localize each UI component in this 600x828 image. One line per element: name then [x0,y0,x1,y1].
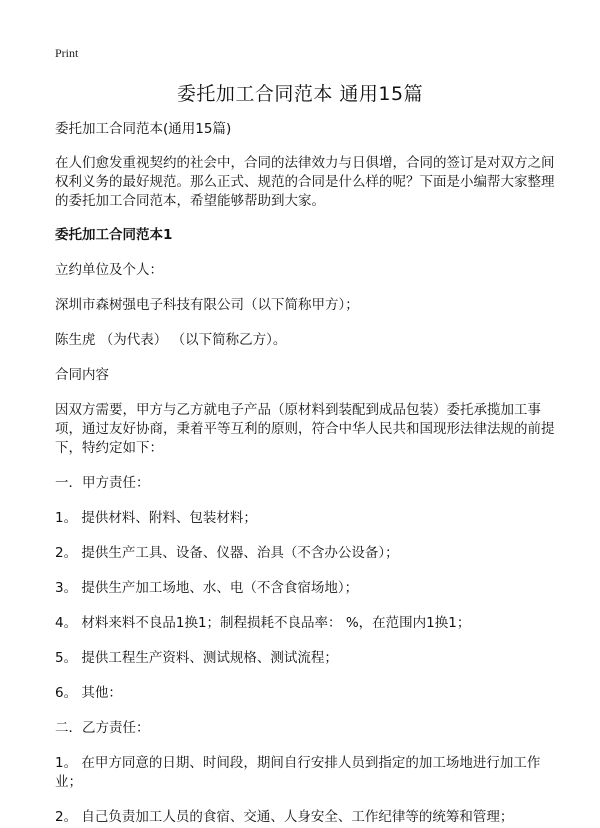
section-heading: 委托加工合同范本1 [55,227,173,243]
list-item: 1。 在甲方同意的日期、时间段，期间自行安排人员到指定的加工场地进行加工作业； [55,755,541,790]
document-body [55,120,555,827]
list-item: 1。 提供材料、附料、包装材料； [55,510,257,526]
contract-preamble: 因双方需要，甲方与乙方就电子产品（原材料到装配到成品包装）委托承揽加工事项，通过友好协商，秉着平等互利的原则，符合中华人民共和国现形法律法规的前提下，特约定如下： [55,402,555,456]
party-a: 深圳市森树强电子科技有限公司（以下简称甲方）； [55,297,359,313]
parties-label: 立约单位及个人： [55,262,163,278]
party-b-duties-heading: 二．乙方责任： [55,720,150,736]
party-a-duties-heading: 一．甲方责任： [55,475,150,491]
list-item: 3。 提供生产加工场地、水、电（不含食宿场地）； [55,580,359,596]
list-item: 5。 提供工程生产资料、测试规格、测试流程； [55,650,338,666]
list-item: 2。 自己负责加工人员的食宿、交通、人身安全、工作纪律等的统筹和管理； [55,809,514,825]
document-title: 委托加工合同范本 通用15篇 [176,83,424,105]
party-b: 陈生虎 （为代表） （以下简称乙方）。 [55,332,287,348]
list-item: 2。 提供生产工具、设备、仪器、治具（不含办公设备）； [55,545,399,561]
contract-content-label: 合同内容 [55,367,109,383]
print-label: Print [55,46,79,60]
list-item: 4。 材料来料不良品1换1；制程损耗不良品率： %，在范围内1换1； [55,615,471,631]
list-item: 6。 其他： [55,685,122,701]
intro-paragraph: 在人们愈发重视契约的社会中，合同的法律效力与日俱增，合同的签订是对双方之间权利义务的最好规范。那么正式、规范的合同是什么样的呢？下面是小编帮大家整理的委托加工合同范本，希望能够帮助到大家。 [55,155,555,209]
subtitle: 委托加工合同范本(通用15篇) [55,121,232,137]
